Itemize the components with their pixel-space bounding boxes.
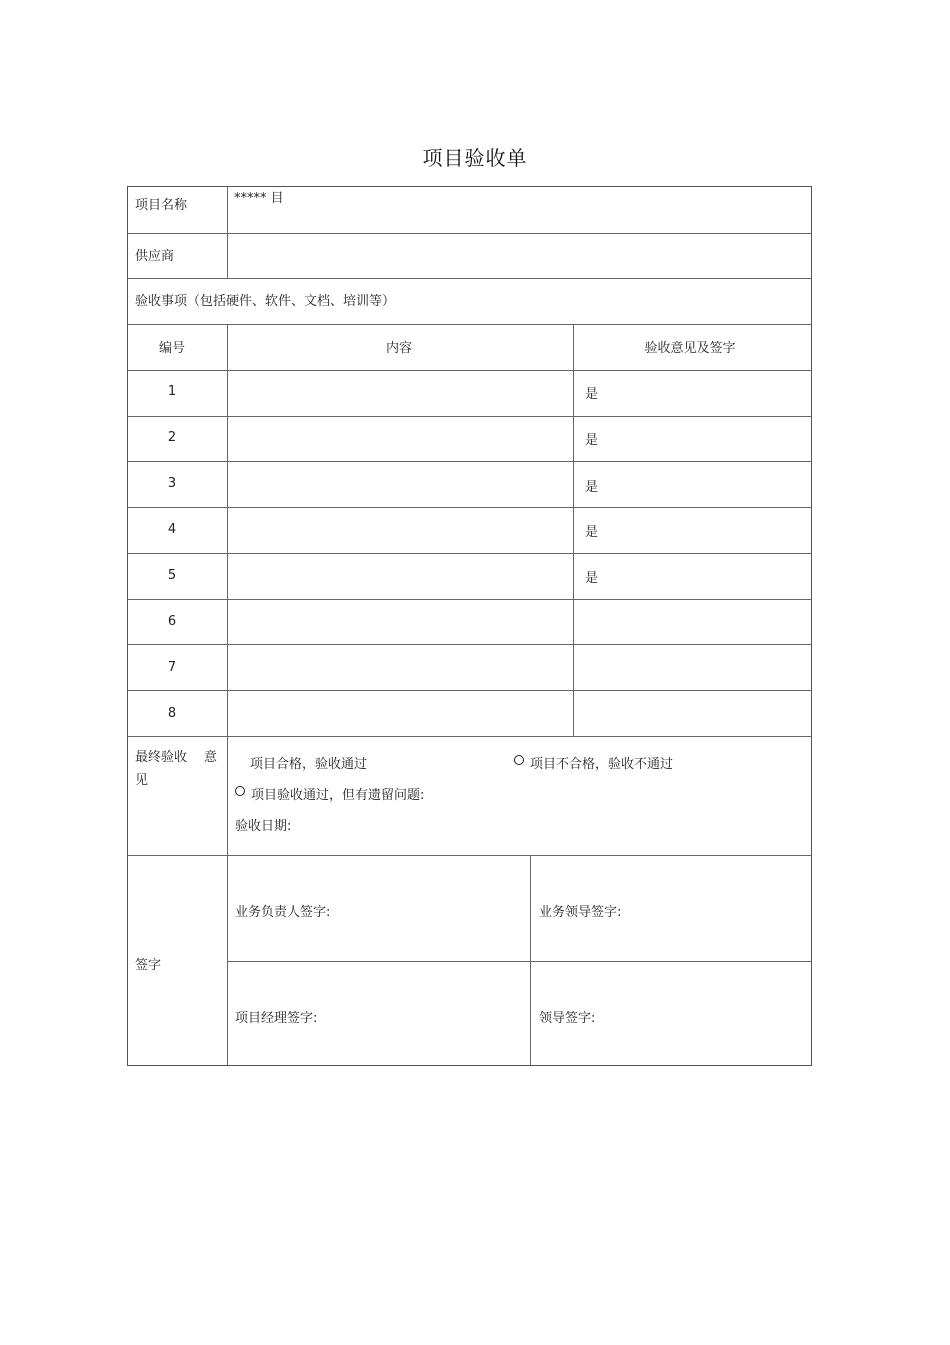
row-divider bbox=[128, 416, 811, 417]
row-divider bbox=[128, 278, 811, 279]
row-opinion[interactable]: 是 bbox=[585, 433, 599, 448]
row-divider bbox=[128, 507, 811, 508]
project-name-value[interactable]: ***** 目 bbox=[234, 191, 284, 206]
header-content: 内容 bbox=[385, 341, 413, 356]
row-number: 3 bbox=[167, 476, 177, 491]
final-opinion-label: 最终验收 bbox=[135, 750, 188, 765]
page-title: 项目验收单 bbox=[422, 146, 528, 170]
items-label: 验收事项（包括硬件、软件、文档、培训等） bbox=[135, 294, 396, 309]
row-divider bbox=[128, 233, 811, 234]
column-divider bbox=[530, 855, 531, 1065]
option-pass[interactable]: 项目合格，验收通过 bbox=[250, 757, 368, 772]
row-opinion[interactable]: 是 bbox=[585, 480, 599, 495]
row-number: 7 bbox=[167, 660, 177, 675]
row-number: 2 bbox=[167, 430, 177, 445]
row-divider bbox=[128, 690, 811, 691]
supplier-label: 供应商 bbox=[135, 249, 175, 264]
row-divider bbox=[128, 855, 811, 856]
business-owner-signature[interactable]: 业务负责人签字: bbox=[235, 905, 331, 920]
signature-label: 签字 bbox=[135, 958, 162, 973]
final-opinion-label: 见 bbox=[135, 773, 149, 788]
business-leader-signature[interactable]: 业务领导签字: bbox=[539, 905, 622, 920]
row-number: 6 bbox=[167, 614, 177, 629]
row-divider bbox=[128, 553, 811, 554]
row-divider bbox=[128, 736, 811, 737]
row-opinion[interactable]: 是 bbox=[585, 571, 599, 586]
row-opinion[interactable]: 是 bbox=[585, 525, 599, 540]
row-divider bbox=[128, 324, 811, 325]
column-divider bbox=[227, 324, 228, 1065]
row-divider bbox=[128, 370, 811, 371]
project-manager-signature[interactable]: 项目经理签字: bbox=[235, 1011, 318, 1026]
row-number: 4 bbox=[167, 522, 177, 537]
acceptance-date-label: 验收日期: bbox=[235, 819, 292, 834]
header-number: 编号 bbox=[158, 341, 186, 356]
project-name-label: 项目名称 bbox=[135, 198, 188, 213]
row-divider bbox=[128, 461, 811, 462]
radio-pass-with-issues[interactable] bbox=[235, 786, 245, 796]
leader-signature[interactable]: 领导签字: bbox=[539, 1011, 596, 1026]
acceptance-form bbox=[127, 186, 812, 1066]
header-opinion: 验收意见及签字 bbox=[644, 341, 736, 356]
row-number: 8 bbox=[167, 706, 177, 721]
row-divider bbox=[128, 644, 811, 645]
option-fail[interactable]: 项目不合格，验收不通过 bbox=[530, 757, 674, 772]
column-divider bbox=[227, 187, 228, 278]
column-divider bbox=[573, 324, 574, 736]
radio-fail[interactable] bbox=[514, 755, 524, 765]
option-pass-with-issues[interactable]: 项目验收通过，但有遗留问题: bbox=[251, 788, 425, 803]
row-divider bbox=[128, 599, 811, 600]
row-divider bbox=[228, 961, 811, 962]
row-number: 1 bbox=[167, 384, 177, 399]
row-number: 5 bbox=[167, 568, 177, 583]
final-opinion-label: 意 bbox=[204, 750, 218, 765]
row-opinion[interactable]: 是 bbox=[585, 387, 599, 402]
